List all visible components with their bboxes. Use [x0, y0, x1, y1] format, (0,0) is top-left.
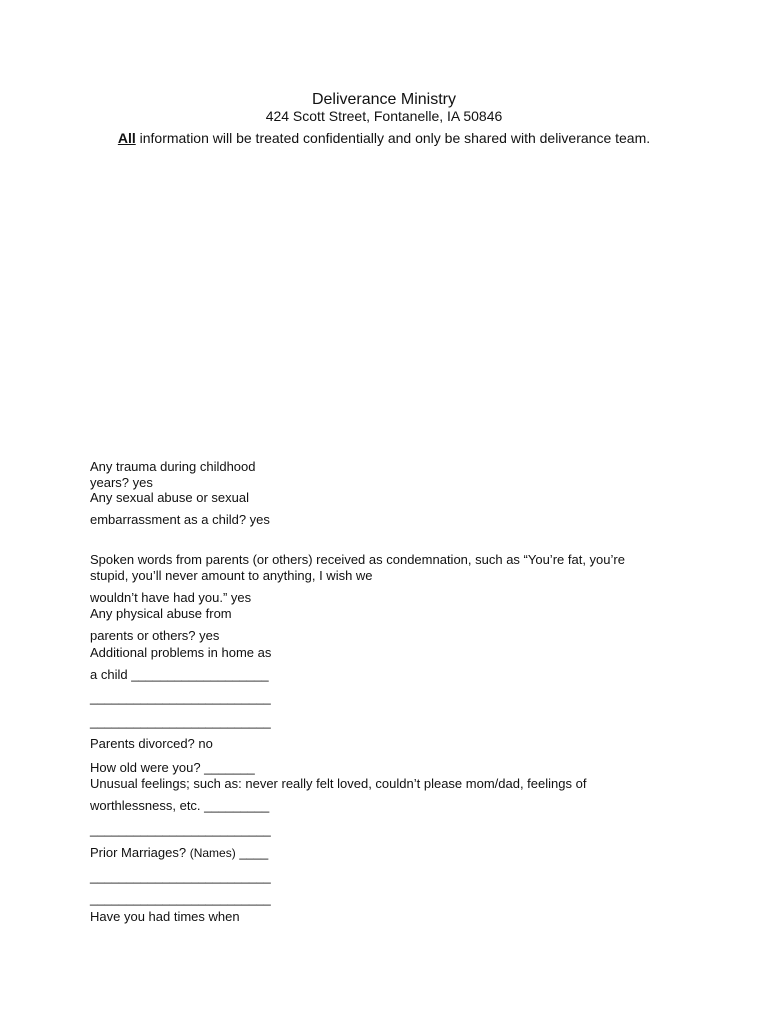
parents-divorced-question: Parents divorced? no [90, 736, 213, 751]
ministry-address: 424 Scott Street, Fontanelle, IA 50846 [265, 108, 503, 124]
spoken-words-question-line-3: wouldn’t have had you.” yes [90, 590, 252, 605]
additional-problems-question-line-2: a child ___________________ [90, 667, 269, 682]
spoken-words-question-line-2: stupid, you’ll never amount to anything, I wish we [90, 568, 373, 583]
answer-blank-line: _________________________ [90, 891, 271, 906]
trauma-question-line-2: years? yes [90, 475, 153, 490]
prior-marriages-question [90, 845, 268, 861]
prior-marriages-label: Prior Marriages? [90, 845, 190, 860]
sexual-abuse-question-line-2: embarrassment as a child? yes [90, 512, 270, 527]
answer-blank-line: _________________________ [90, 714, 271, 729]
physical-abuse-question-line-1: Any physical abuse from [90, 606, 232, 621]
prior-marriages-blank: ____ [235, 845, 269, 860]
ministry-title: Deliverance Ministry [311, 91, 457, 108]
physical-abuse-question-line-2: parents or others? yes [90, 628, 220, 643]
spoken-words-question-line-1: Spoken words from parents (or others) received as condemnation, such as “You’re fat, you’re [90, 552, 625, 567]
answer-blank-line: _________________________ [90, 869, 271, 884]
trauma-question-line-1: Any trauma during childhood [90, 459, 256, 474]
times-question: Have you had times when [90, 909, 240, 924]
unusual-feelings-question-line-2: worthlessness, etc. _________ [90, 798, 270, 813]
confidentiality-notice [0, 129, 768, 147]
prior-marriages-names-hint: (Names) [189, 846, 236, 860]
age-question: How old were you? _______ [90, 760, 255, 775]
confidentiality-text: information will be treated confidentially and only be shared with deliverance team. [135, 130, 651, 146]
answer-blank-line: _________________________ [90, 822, 271, 837]
unusual-feelings-question-line-1: Unusual feelings; such as: never really felt loved, couldn’t please mom/dad, feelings of [90, 776, 587, 791]
confidentiality-emphasis: All [117, 130, 136, 146]
sexual-abuse-question-line-1: Any sexual abuse or sexual [90, 490, 249, 505]
additional-problems-question-line-1: Additional problems in home as [90, 645, 272, 660]
answer-blank-line: _________________________ [90, 690, 271, 705]
